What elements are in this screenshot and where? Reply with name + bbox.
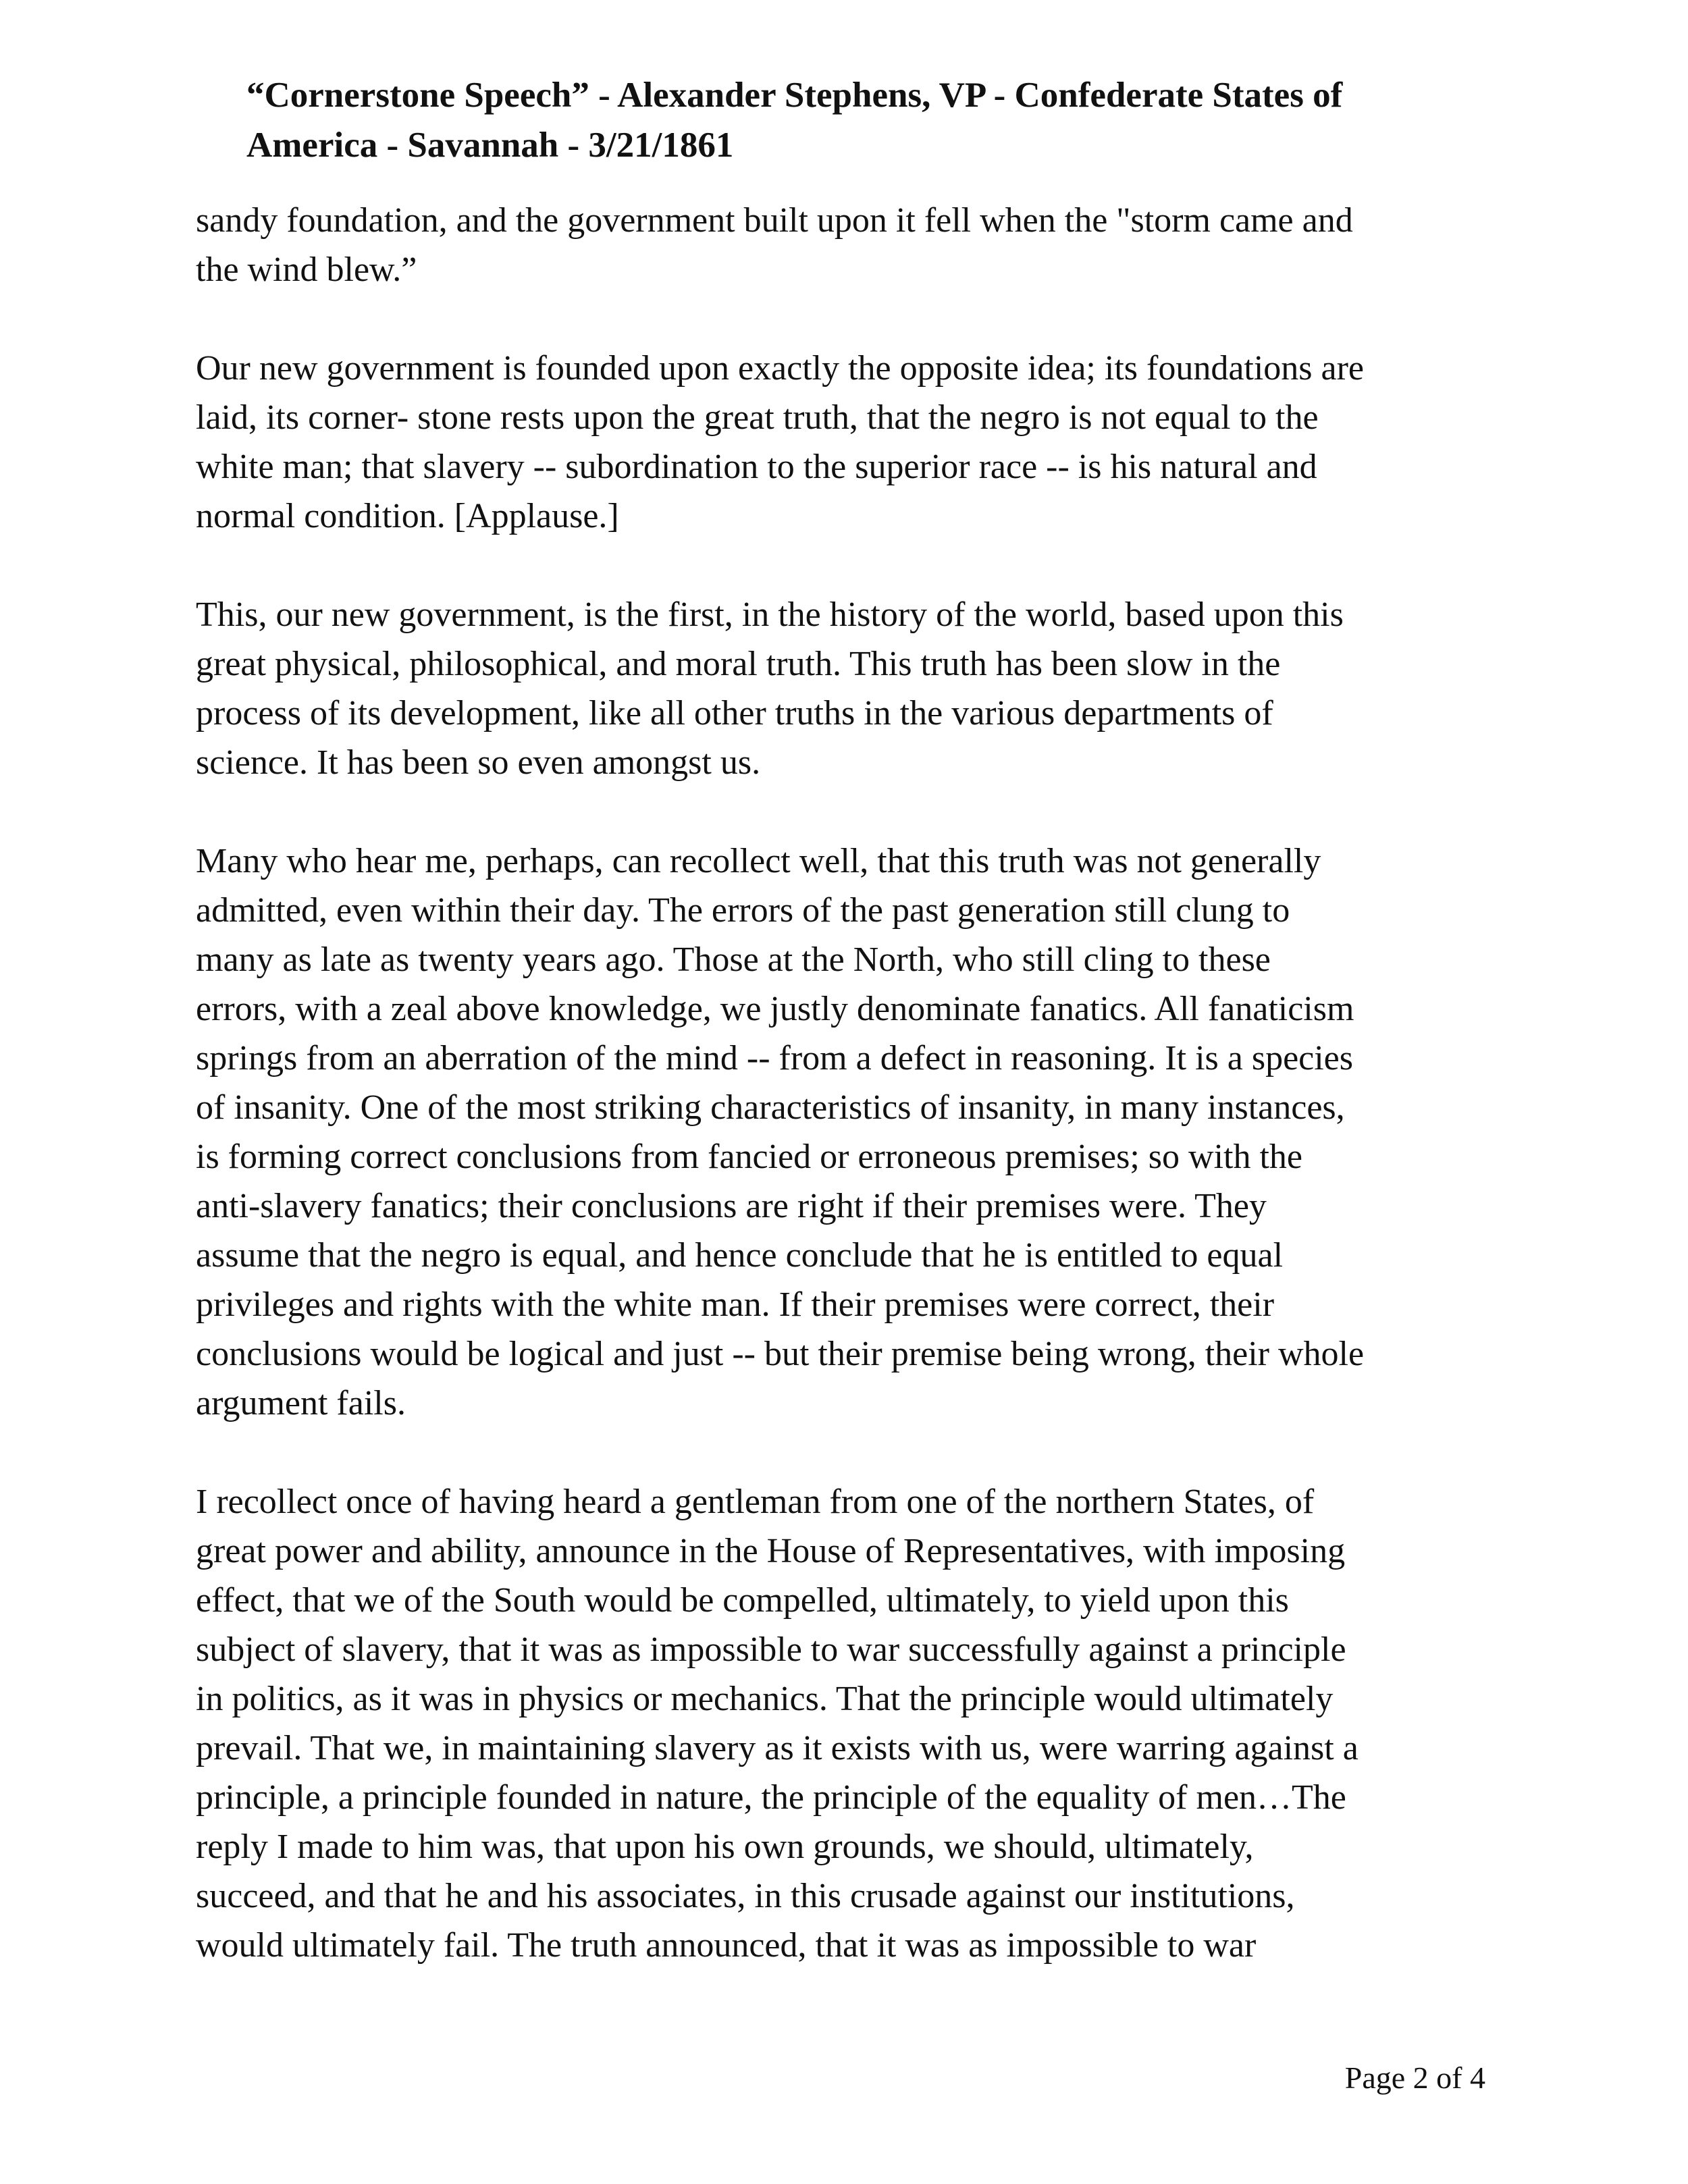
text-line: prevail. That we, in maintaining slavery as it exists with us, were warring against a: [196, 1729, 1359, 1767]
text-line: subject of slavery, that it was as impossible to war successfully against a principle: [196, 1630, 1346, 1669]
text-line: science. It has been so even amongst us.: [196, 743, 761, 782]
text-line: I recollect once of having heard a gentleman from one of the northern States, of: [196, 1483, 1315, 1521]
text-line: great physical, philosophical, and moral truth. This truth has been slow in the: [196, 645, 1281, 683]
text-line: assume that the negro is equal, and hence conclude that he is entitled to equal: [196, 1236, 1284, 1275]
paragraph: [196, 1477, 1519, 1970]
text-line: principle, a principle founded in nature, the principle of the equality of men…The: [196, 1778, 1346, 1817]
text-line: in politics, as it was in physics or mechanics. That the principle would ultimately: [196, 1680, 1334, 1718]
text-line: succeed, and that he and his associates, in this crusade against our institutions,: [196, 1877, 1295, 1915]
text-line: great power and ability, announce in the House of Representatives, with imposing: [196, 1532, 1346, 1570]
text-line: process of its development, like all other truths in the various departments of: [196, 694, 1273, 733]
document-title-line: “Cornerstone Speech” - Alexander Stephens, VP - Confederate States of: [246, 76, 1343, 115]
text-line: laid, its corner- stone rests upon the great truth, that the negro is not equal to the: [196, 398, 1319, 437]
text-line: conclusions would be logical and just -- but their premise being wrong, their whole: [196, 1335, 1365, 1373]
text-line: Many who hear me, perhaps, can recollect well, that this truth was not generally: [196, 842, 1321, 880]
page-number: Page 2 of 4: [1344, 2060, 1485, 2095]
paragraph-gap: [196, 787, 1519, 836]
text-line: many as late as twenty years ago. Those at the North, who still cling to these: [196, 940, 1271, 979]
text-line: springs from an aberration of the mind -- from a defect in reasoning. It is a species: [196, 1039, 1353, 1077]
paragraph: [196, 344, 1519, 541]
paragraph-gap: [196, 294, 1519, 344]
paragraph: [196, 196, 1519, 294]
paragraph: [196, 836, 1519, 1428]
text-line: white man; that slavery -- subordination to the superior race -- is his natural and: [196, 448, 1317, 486]
text-line: of insanity. One of the most striking characteristics of insanity, in many instances,: [196, 1088, 1345, 1127]
text-line: errors, with a zeal above knowledge, we justly denominate fanatics. All fanaticism: [196, 990, 1354, 1028]
text-line: normal condition. [Applause.]: [196, 497, 619, 535]
document-title: [246, 70, 1516, 170]
text-line: effect, that we of the South would be compelled, ultimately, to yield upon this: [196, 1581, 1289, 1620]
text-line: privileges and rights with the white man. If their premises were correct, their: [196, 1285, 1275, 1324]
document-title-line: America - Savannah - 3/21/1861: [246, 126, 734, 165]
text-line: argument fails.: [196, 1384, 406, 1422]
text-line: the wind blew.”: [196, 250, 417, 289]
text-line: would ultimately fail. The truth announced, that it was as impossible to war: [196, 1926, 1257, 1965]
text-line: anti-slavery fanatics; their conclusions are right if their premises were. They: [196, 1187, 1267, 1225]
speech-body: [196, 196, 1519, 1970]
paragraph: [196, 590, 1519, 787]
text-line: is forming correct conclusions from fancied or erroneous premises; so with the: [196, 1138, 1302, 1176]
text-line: sandy foundation, and the government built upon it fell when the "storm came and: [196, 201, 1353, 240]
text-line: Our new government is founded upon exactly the opposite idea; its foundations are: [196, 349, 1365, 388]
text-line: reply I made to him was, that upon his own grounds, we should, ultimately,: [196, 1828, 1254, 1866]
text-line: admitted, even within their day. The errors of the past generation still clung to: [196, 891, 1290, 930]
paragraph-gap: [196, 1428, 1519, 1477]
text-line: This, our new government, is the first, in the history of the world, based upon this: [196, 595, 1344, 634]
paragraph-gap: [196, 541, 1519, 590]
